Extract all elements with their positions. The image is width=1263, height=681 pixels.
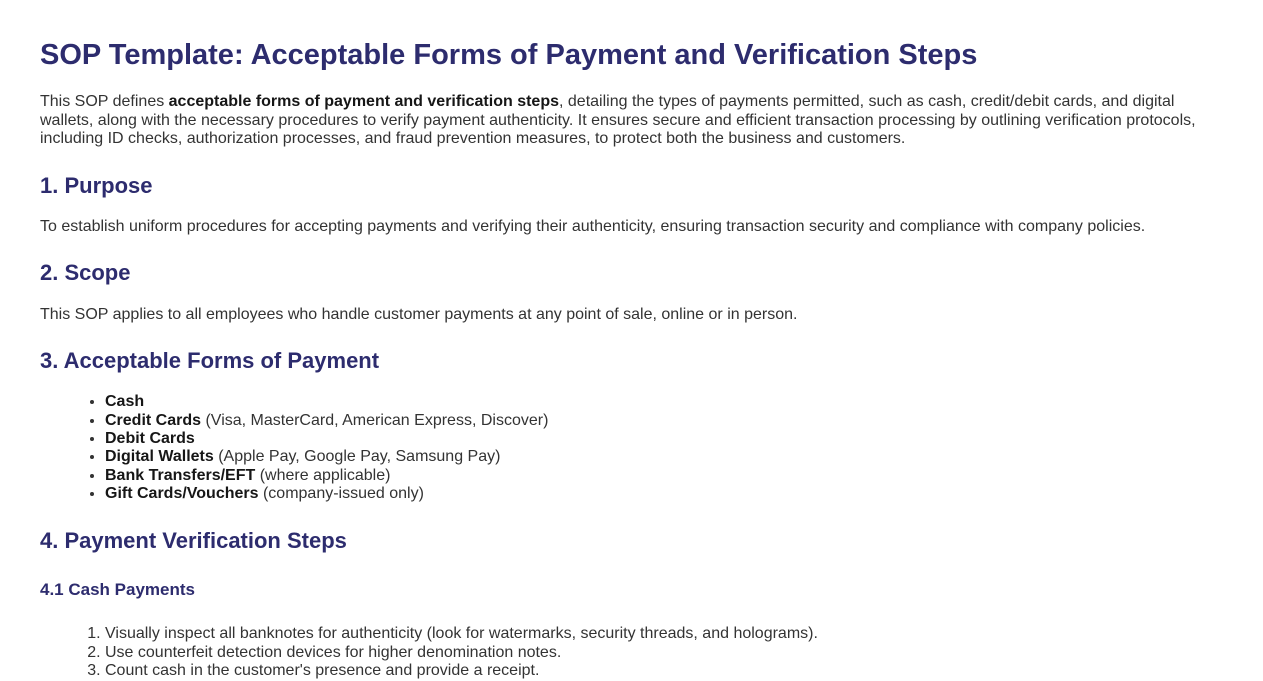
list-item-gift-cards bbox=[105, 485, 1223, 503]
payment-forms-list bbox=[40, 393, 1223, 503]
step-item: 1. Visually inspect all banknotes for authenticity (look for watermarks, security threads, and holograms). bbox=[105, 625, 1223, 643]
section-heading-scope: 2. Scope bbox=[40, 260, 131, 286]
step-item: 2. Use counterfeit detection devices for higher denomination notes. bbox=[105, 644, 1223, 662]
payment-term: Digital Wallets bbox=[105, 448, 214, 466]
step-item: 3. Count cash in the customer's presence and provide a receipt. bbox=[105, 662, 1223, 680]
cash-payment-steps-list bbox=[40, 625, 1223, 680]
payment-term: Cash bbox=[105, 393, 145, 411]
list-item-debit-cards bbox=[105, 430, 1223, 448]
intro-rest: , detailing the types of payments permitted, such as cash, credit/debit cards, and digital wallets, along with the necessary procedures to verify payment authenticity. It ensures secure and efficient transaction processing by outlining verification protocols, including ID checks, authorization processes, and fraud prevention measures, to protect both the business and customers. bbox=[40, 93, 1196, 148]
list-item-cash bbox=[105, 393, 1223, 411]
list-item-credit-cards bbox=[105, 412, 1223, 430]
section-heading-purpose: 1. Purpose bbox=[40, 172, 153, 198]
purpose-paragraph: To establish uniform procedures for accepting payments and verifying their authenticity, ensuring transaction security and compliance with company policies. bbox=[40, 217, 1146, 235]
payment-detail: (where applicable) bbox=[255, 466, 391, 484]
intro-paragraph bbox=[40, 93, 1223, 148]
payment-detail: (company-issued only) bbox=[258, 485, 424, 503]
payment-term: Gift Cards/Vouchers bbox=[105, 485, 259, 503]
scope-paragraph: This SOP applies to all employees who handle customer payments at any point of sale, online or in person. bbox=[40, 305, 798, 323]
payment-term: Debit Cards bbox=[105, 429, 195, 447]
section-heading-verification-steps: 4. Payment Verification Steps bbox=[40, 527, 347, 553]
page-title: SOP Template: Acceptable Forms of Payment and Verification Steps bbox=[40, 39, 978, 71]
intro-bold-phrase: acceptable forms of payment and verification steps bbox=[168, 93, 559, 111]
intro-lead: This SOP defines bbox=[40, 93, 169, 111]
list-item-digital-wallets bbox=[105, 448, 1223, 466]
section-heading-acceptable-forms: 3. Acceptable Forms of Payment bbox=[40, 347, 380, 373]
list-item-bank-transfers bbox=[105, 467, 1223, 485]
payment-detail: (Visa, MasterCard, American Express, Discover) bbox=[201, 411, 549, 429]
payment-detail: (Apple Pay, Google Pay, Samsung Pay) bbox=[213, 448, 501, 466]
subsection-heading-cash-payments: 4.1 Cash Payments bbox=[40, 579, 195, 599]
payment-term: Bank Transfers/EFT bbox=[105, 466, 256, 484]
payment-term: Credit Cards bbox=[105, 411, 202, 429]
